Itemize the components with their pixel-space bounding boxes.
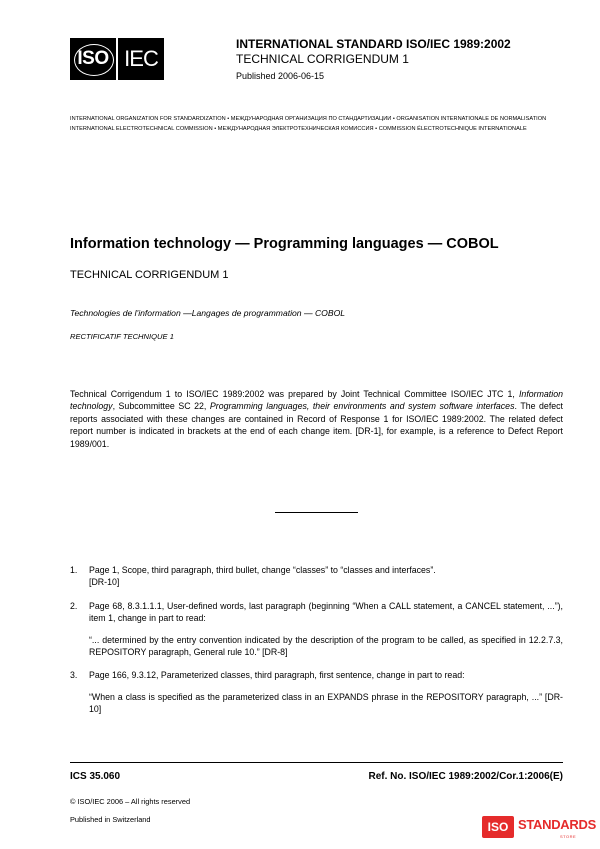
iso-logo [70, 38, 116, 80]
corrigendum-label-fr: RECTIFICATIF TECHNIQUE 1 [70, 332, 174, 341]
reference-number: Ref. No. ISO/IEC 1989:2002/Cor.1:2006(E) [368, 771, 563, 782]
item-quote: “When a class is specified as the parameterized class in an EXPANDS phrase in the REPOSITORY paragraph, ...” [DR-10] [89, 692, 563, 715]
published-date: Published 2006-06-15 [236, 71, 325, 81]
list-item [70, 669, 563, 683]
intro-italic-2: Programming languages, their environments and system software interfaces [209, 401, 515, 412]
store-sub: STORE [560, 834, 577, 839]
standard-title: INTERNATIONAL STANDARD ISO/IEC 1989:2002 [236, 37, 511, 51]
list-item [70, 600, 563, 626]
published-location: Published in Switzerland [70, 815, 151, 824]
organization-line-1: INTERNATIONAL ORGANIZATION FOR STANDARDIZATION • МЕЖДУНАРОДНАЯ ОРГАНИЗАЦИЯ ПО СТАНДАРТИЗАЦИИ • ORGANISATION INTERNATIONALE DE NORMALISATION [70, 116, 547, 122]
item-number: 1. [70, 565, 78, 575]
intro-paragraph [70, 388, 563, 450]
list-item [70, 564, 563, 590]
document-title-fr: Technologies de l'information —Langages de programmation — COBOL [70, 308, 346, 318]
organization-line-2: INTERNATIONAL ELECTROTECHNICAL COMMISSION • МЕЖДУНАРОДНАЯ ЭЛЕКТРОТЕХНИЧЕСКАЯ КОМИССИЯ • COMMISSION ÉLECTROTECHNIQUE INTERNATIONALE [70, 126, 527, 132]
corrigendum-label-en: TECHNICAL CORRIGENDUM 1 [70, 269, 229, 281]
section-divider [275, 512, 358, 513]
intro-text-2: , Subcommittee SC 22, [112, 401, 210, 412]
intro-text-1: Technical Corrigendum 1 to ISO/IEC 1989:2002 was prepared by Joint Technical Committee ISO/IEC JTC 1, [70, 389, 519, 399]
intro-text-3: . The defect reports associated with these changes are contained in Record of Response 1 for ISO/IEC 1989:2002. The related defect report number is indicated in brackets at the end of each change item. [DR-1], for example, is a reference to Defect Report 1989/001. [70, 401, 564, 449]
store-word: STANDARDS [518, 817, 596, 832]
iso-standards-store-badge[interactable] [482, 814, 594, 842]
ics-code: ICS 35.060 [70, 771, 121, 782]
corrigendum-subtitle: TECHNICAL CORRIGENDUM 1 [236, 52, 409, 66]
item-text: Page 166, 9.3.12, Parameterized classes, third paragraph, first sentence, change in part to read: [89, 670, 465, 680]
store-iso-icon: ISO [482, 816, 514, 838]
intro-italic-1: Information technology [70, 389, 563, 412]
item-number: 2. [70, 601, 78, 611]
iec-logo [118, 38, 164, 80]
iso-logo-text: ISO [77, 48, 109, 69]
item-text: Page 1, Scope, third paragraph, third bullet, change “classes” to “classes and interfaces”. [89, 565, 436, 575]
item-quote: “... determined by the entry convention indicated by the description of the program to be called, as specified in 12.2.7.3, REPOSITORY paragraph, General rule 10.” [DR-8] [89, 635, 563, 658]
iso-iec-logo [70, 38, 164, 80]
iec-logo-text: IEC [124, 46, 158, 71]
footer-rule [70, 762, 563, 763]
item-ref: [DR-10] [89, 577, 120, 588]
item-text: Page 68, 8.3.1.1.1, User-defined words, last paragraph (beginning “When a CALL statement, a CANCEL statement, ...”), item 1, change in part to read: [89, 601, 563, 624]
document-title: Information technology — Programming languages — COBOL [70, 236, 499, 252]
item-number: 3. [70, 670, 78, 680]
copyright-notice: © ISO/IEC 2006 – All rights reserved [70, 797, 191, 806]
